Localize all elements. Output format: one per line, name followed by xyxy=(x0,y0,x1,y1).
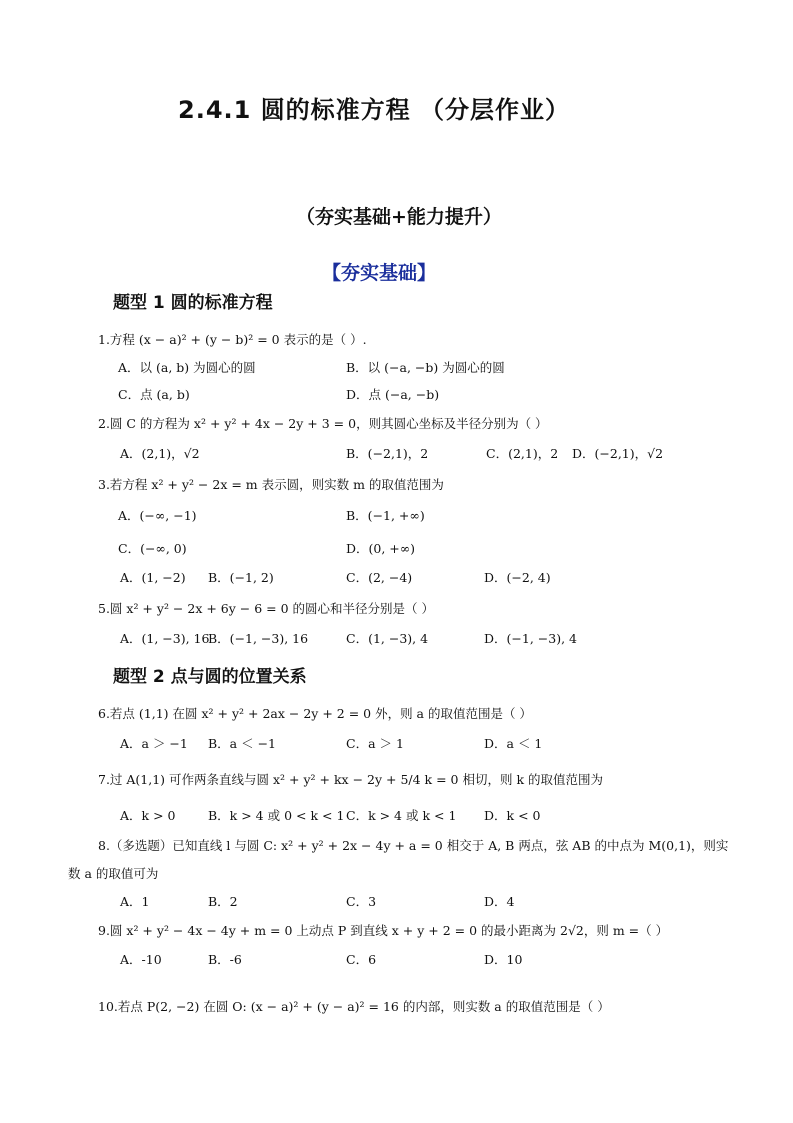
option-a: A．(−∞, −1) xyxy=(118,508,197,523)
question-9-stem: 9.圆 x² + y² − 4x − 4y + m = 0 上动点 P 到直线 x + y + 2 = 0 的最小距离为 2√2，则 m =（ ） xyxy=(98,923,669,938)
question-3-stem: 3.若方程 x² + y² − 2x = m 表示圆，则实数 m 的取值范围为 xyxy=(98,477,444,492)
option-c: C．6 xyxy=(346,952,377,967)
option-b: B．(−1, +∞) xyxy=(346,508,425,523)
option-a: A．(2,1)，√2 xyxy=(120,446,200,461)
question-1-stem: 1.方程 (x − a)² + (y − b)² = 0 表示的是（ ）. xyxy=(98,332,367,347)
option-a: A．(1, −3), 16 xyxy=(120,631,210,646)
question-2-stem: 2.圆 C 的方程为 x² + y² + 4x − 2y + 3 = 0，则其圆心坐标及半径分别为（ ） xyxy=(98,416,548,431)
option-c: C．(2,1)，2 xyxy=(486,446,559,461)
question-10-stem: 10.若点 P(2, −2) 在圆 O: (x − a)² + (y − a)² = 16 的内部，则实数 a 的取值范围是（ ） xyxy=(98,999,610,1014)
question-6-stem: 6.若点 (1,1) 在圆 x² + y² + 2ax − 2y + 2 = 0 外，则 a 的取值范围是（ ） xyxy=(98,706,532,721)
option-c: C．(−∞, 0) xyxy=(118,541,187,556)
option-b: B．k > 4 或 0 < k < 1 xyxy=(208,808,345,823)
option-d: D．(−2, 4) xyxy=(484,570,551,585)
option-d: D．k < 0 xyxy=(484,808,541,823)
option-d: D．10 xyxy=(484,952,523,967)
option-a: A．k > 0 xyxy=(120,808,176,823)
option-b: B．(−1, −3), 16 xyxy=(208,631,309,646)
option-a: A．a ＞ −1 xyxy=(120,736,188,751)
option-c: C．a ＞ 1 xyxy=(346,736,404,751)
question-8-stem-continued: 数 a 的取值可为 xyxy=(68,866,159,881)
option-c: C．3 xyxy=(346,894,377,909)
option-a: A．(1, −2) xyxy=(120,570,186,585)
option-b: B．2 xyxy=(208,894,238,909)
option-d: D．点 (−a, −b) xyxy=(346,387,440,402)
option-a: A．-10 xyxy=(120,952,162,967)
section-banner: 【夯实基础】 xyxy=(322,262,437,284)
option-b: B．(−1, 2) xyxy=(208,570,274,585)
type-heading-2: 题型 2 点与圆的位置关系 xyxy=(113,667,307,687)
option-c: C．k > 4 或 k < 1 xyxy=(346,808,457,823)
option-b: B．以 (−a, −b) 为圆心的圆 xyxy=(346,360,505,375)
option-d: D．4 xyxy=(484,894,515,909)
question-7-stem: 7.过 A(1,1) 可作两条直线与圆 x² + y² + kx − 2y + 5/4 k = 0 相切，则 k 的取值范围为 xyxy=(98,772,603,787)
option-d: D．a ＜ 1 xyxy=(484,736,543,751)
option-b: B．-6 xyxy=(208,952,242,967)
option-d: D．(−1, −3), 4 xyxy=(484,631,577,646)
option-d: D．(0, +∞) xyxy=(346,541,416,556)
page-title: 2.4.1 圆的标准方程 （分层作业） xyxy=(178,96,571,124)
type-heading-1: 题型 1 圆的标准方程 xyxy=(113,293,273,313)
question-5-stem: 5.圆 x² + y² − 2x + 6y − 6 = 0 的圆心和半径分别是（ ） xyxy=(98,601,435,616)
page-subtitle: （夯实基础+能力提升） xyxy=(296,206,502,228)
option-c: C．(2, −4) xyxy=(346,570,413,585)
option-a: A．以 (a, b) 为圆心的圆 xyxy=(118,360,256,375)
option-c: C．点 (a, b) xyxy=(118,387,190,402)
question-8-stem: 8.（多选题）已知直线 l 与圆 C: x² + y² + 2x − 4y + a = 0 相交于 A, B 两点，弦 AB 的中点为 M(0,1)，则实 xyxy=(98,838,729,853)
option-b: B．(−2,1)，2 xyxy=(346,446,429,461)
option-b: B．a ＜ −1 xyxy=(208,736,277,751)
option-a: A．1 xyxy=(120,894,150,909)
option-d: D．(−2,1)，√2 xyxy=(572,446,664,461)
option-c: C．(1, −3), 4 xyxy=(346,631,429,646)
